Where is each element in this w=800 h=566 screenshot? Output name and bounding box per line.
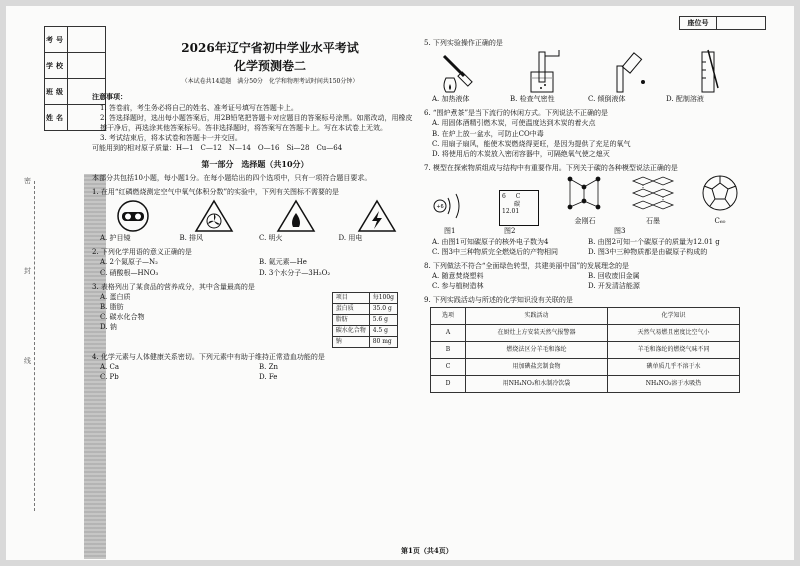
seal-mark: 线 [24, 357, 31, 365]
svg-text:+6: +6 [436, 204, 444, 211]
option-c[interactable]: C. 硝酸根—HNO₃ [100, 268, 159, 277]
table-cell: B [431, 342, 466, 359]
option-c[interactable]: C. 参与植树造林 [432, 282, 484, 291]
table-row[interactable] [431, 376, 740, 393]
option-d[interactable]: D. 3个水分子—3H₂O₂ [259, 268, 331, 277]
part1-heading: 第一部分 选择题（共10分） [201, 159, 309, 170]
option-d[interactable]: D. 图3中三种物质都是由碳原子构成的 [588, 247, 708, 256]
q1-stem: 1. 在用“红磷燃烧测定空气中氧气体积分数”的实验中，下列有关图标不需要的是 [92, 188, 340, 197]
option-c[interactable]: C. Pb [100, 373, 119, 382]
info-label: 姓名 [45, 105, 68, 130]
table-cell: 脂肪 [332, 314, 369, 325]
table-header-row [431, 308, 740, 325]
option-d[interactable]: D. 用电 [338, 234, 363, 243]
option-c[interactable]: C. 倾倒液体 [588, 95, 626, 104]
atomic-masses: 可能用到的相对原子质量：H—1 C—12 N—14 O—16 Si—28 Cu—64 [92, 144, 343, 153]
option-a[interactable]: A. 蛋白质 [100, 292, 131, 301]
option-a[interactable]: A. 随意焚烧塑料 [432, 271, 484, 280]
table-cell: 钠 [332, 336, 369, 347]
graphite-layers-icon [631, 173, 675, 213]
q5-figures [424, 48, 744, 94]
table-cell: 用加碘盐烹制食物 [466, 359, 608, 376]
option-a[interactable]: A. 加热液体 [432, 95, 470, 104]
option-b[interactable]: B. 回收废旧金属 [588, 271, 640, 280]
table-row [332, 336, 397, 347]
table-header-cell: 项目 [332, 292, 369, 303]
table-cell: 碳水化合物 [332, 325, 369, 336]
q3-stem: 3. 表格列出了某食品的营养成分，其中含量最高的是 [92, 282, 255, 291]
periodic-cell-carbon [499, 190, 539, 226]
option-c[interactable]: C. 图3中三种物质完全燃烧后的产物相同 [432, 247, 559, 256]
table-row [332, 314, 397, 325]
graphite-model [631, 173, 675, 226]
option-c[interactable]: C. 碳水化合物 [100, 313, 145, 322]
table-row[interactable] [431, 342, 740, 359]
atomic-mass: 12.01 [502, 207, 520, 215]
element-symbol: C [515, 193, 521, 201]
q9-table [430, 307, 740, 393]
q5-options [424, 94, 744, 104]
question-5 [424, 38, 744, 104]
page-number: 第1页（共4页） [401, 546, 453, 555]
question-1 [92, 187, 418, 243]
question-6 [424, 108, 744, 159]
option-b[interactable]: B. 检查气密性 [510, 95, 555, 104]
question-3 [92, 282, 418, 348]
table-header-cell: 实践活动 [466, 308, 608, 325]
q2-options [92, 257, 418, 277]
table-row [332, 303, 397, 314]
table-cell: 4.5 g [369, 325, 397, 336]
q4-stem: 4. 化学元素与人体健康关系密切。下列元素中有助于维持正常造血功能的是 [92, 352, 325, 361]
table-cell: 蛋白质 [332, 303, 369, 314]
option-a[interactable]: A. 护目镜 [100, 234, 131, 243]
info-label: 学校 [45, 53, 68, 78]
airtightness-check-illustration [517, 48, 567, 94]
option-c[interactable]: C. 用扇子扇风，能使木炭燃烧得更旺，是因为提供了充足的氧气 [432, 139, 631, 148]
q2-stem: 2. 下列化学用语的意义正确的是 [92, 248, 192, 257]
table-cell: 碘单质几乎不溶于水 [608, 359, 740, 376]
right-column [424, 20, 744, 393]
figure-caption: 图1 [444, 227, 456, 236]
option-d[interactable]: D. 开发清洁能源 [588, 282, 640, 291]
table-header-cell: 化学知识 [608, 308, 740, 325]
table-row [332, 325, 397, 336]
question-8 [424, 261, 744, 291]
option-c[interactable]: C. 明火 [259, 234, 283, 243]
left-column [92, 40, 418, 382]
exam-title: 2026年辽宁省初中学业水平考试 [181, 41, 359, 55]
nutrition-table [332, 292, 398, 348]
option-a[interactable]: A. 由图1可知碳原子的核外电子数为4 [432, 237, 549, 246]
question-9 [424, 295, 744, 393]
table-row[interactable] [431, 359, 740, 376]
option-a[interactable]: A. 2个氮原子—N₂ [100, 258, 158, 267]
model-label: 金刚石 [574, 217, 596, 226]
option-d[interactable]: D. 将使用后的木炭放入密闭容器中，可隔绝氧气使之熄灭 [432, 149, 610, 158]
q9-stem: 9. 下列实践活动与所述的化学知识没有关联的是 [424, 296, 573, 305]
pouring-liquid-illustration [601, 48, 651, 94]
exam-page [6, 6, 794, 560]
question-2 [92, 247, 418, 277]
table-cell: 用NH₄NO₃和水制冷饮袋 [466, 376, 608, 393]
notice-item: 2. 答选择题时，选出每小题答案后，用2B铅笔把答题卡对应题目的答案标号涂黑。如需改动，用橡皮擦干净后，再选涂其他答案标号。答非选择题时，将答案写在答题卡上。写在本试卷上无效。 [100, 113, 413, 132]
option-d[interactable]: D. 钠 [100, 323, 117, 332]
q5-stem: 5. 下列实验操作正确的是 [424, 39, 503, 47]
heating-liquid-illustration [434, 48, 484, 94]
table-header-row [332, 292, 397, 303]
atomic-number: 6 [502, 193, 506, 201]
table-cell: 80 mg [369, 336, 397, 347]
notice-label: 注意事项： [92, 92, 127, 102]
option-a[interactable]: A. 用固体酒精引燃木炭，可使温度达到木炭的着火点 [432, 119, 596, 128]
q7-options [424, 237, 744, 257]
seal-mark: 封 [24, 267, 31, 275]
info-label: 班级 [45, 79, 68, 104]
option-b[interactable]: B. 在炉上放一盆水，可防止CO中毒 [432, 129, 544, 138]
option-d[interactable]: D. Fe [259, 373, 278, 382]
carbon-atom-structure-figure [428, 186, 474, 226]
element-name: 碳 [514, 200, 521, 208]
exam-subtitle: 化学预测卷二 [233, 59, 306, 74]
figure-caption: 图2 [504, 227, 516, 236]
q7-figure-captions [424, 226, 744, 236]
table-cell: 35.0 g [369, 303, 397, 314]
option-b[interactable]: B. 氦元素—He [259, 258, 307, 267]
q8-stem: 8. 下列做法不符合“全面绿色转型，共建美丽中国”的发展理念的是 [424, 261, 630, 270]
part1-intro: 本部分共包括10小题，每小题1分。在每小题给出的四个选项中，只有一项符合题目要求。 [92, 173, 372, 182]
figure-caption: 图3 [614, 227, 626, 236]
open-flame-icon [276, 199, 316, 233]
option-d[interactable]: D. 配制溶液 [666, 95, 704, 104]
q8-options [424, 271, 744, 291]
preparing-solution-illustration [684, 48, 734, 94]
exhaust-fan-icon [194, 199, 234, 233]
question-7 [424, 163, 744, 257]
info-label: 考号 [45, 27, 68, 52]
exam-note: （本试卷共14道题 满分50分 化学和物理考试时间共150分钟） [181, 77, 359, 85]
seat-label: 座位号 [679, 16, 717, 30]
notice-item: 3. 考试结束后，将本试卷和答题卡一并交回。 [100, 134, 242, 143]
table-cell: D [431, 376, 466, 393]
option-b[interactable]: B. 脂肪 [100, 303, 124, 312]
table-header-cell: 选项 [431, 308, 466, 325]
table-cell: 5.6 g [369, 314, 397, 325]
q6-stem: 6. “围炉煮茶”是当下流行的休闲方式。下列说法不正确的是 [424, 109, 609, 118]
model-label: C₆₀ [714, 217, 726, 226]
table-cell: A [431, 325, 466, 342]
table-cell: NH₄NO₃溶于水吸热 [608, 376, 740, 393]
table-cell: 天然气易燃且密度比空气小 [608, 325, 740, 342]
question-4 [92, 352, 418, 382]
table-cell: 燃烧法区分羊毛和涤纶 [466, 342, 608, 359]
model-label: 石墨 [646, 217, 660, 226]
c60-model [700, 173, 740, 226]
diamond-lattice-icon [564, 173, 606, 213]
q1-options [92, 233, 418, 243]
fullerene-icon [700, 173, 740, 213]
option-b[interactable]: B. 排风 [179, 234, 204, 243]
goggles-icon [113, 199, 153, 233]
q3-options [92, 292, 145, 348]
table-cell: 羊毛和涤纶的燃烧气味不同 [608, 342, 740, 359]
q4-options [92, 362, 418, 382]
option-b[interactable]: B. 由图2可知一个碳原子的质量为12.01 g [588, 237, 720, 246]
diamond-model [564, 173, 606, 226]
q7-figures [424, 173, 744, 226]
table-header-cell: 每100g [369, 292, 397, 303]
q1-icons [92, 197, 418, 233]
q7-stem: 7. 模型在探索物质组成与结构中有重要作用。下列关于碳的各种模型说法正确的是 [424, 163, 678, 172]
q3-body [92, 292, 418, 348]
notice-item: 1. 答卷前，考生务必将自己的姓名、准考证号填写在答题卡上。 [100, 103, 298, 112]
table-row[interactable] [431, 325, 740, 342]
option-b[interactable]: B. Zn [259, 363, 278, 372]
seal-mark: 密 [24, 177, 31, 185]
electricity-icon [357, 199, 397, 233]
seal-line [34, 181, 35, 511]
table-cell: C [431, 359, 466, 376]
option-a[interactable]: A. Ca [100, 363, 120, 372]
table-cell: 在厨灶上方安装天然气报警器 [466, 325, 608, 342]
